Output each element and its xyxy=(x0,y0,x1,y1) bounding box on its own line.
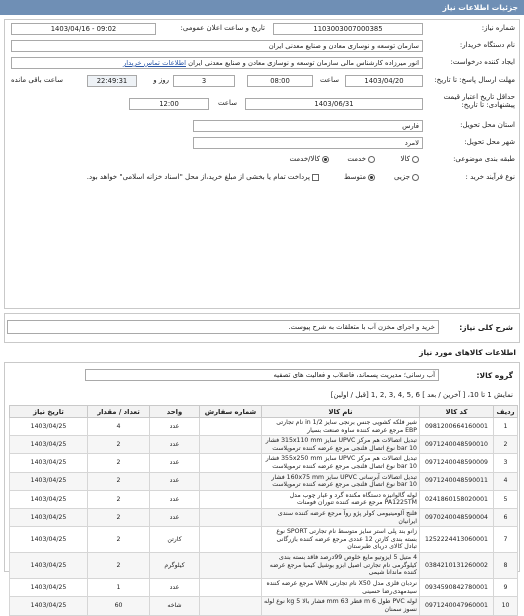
unit-cell: عدد xyxy=(150,472,200,490)
quantity-cell: 4 xyxy=(88,418,150,436)
goods-name-cell: تبدیل اتصالات هم مرکز UPVC سایز 355x250 mm فشار bar 10 نوع اتصال فلنجی مرجع عرضه کننده ترموپلاست xyxy=(262,454,420,472)
need-number-label: شماره نیاز: xyxy=(481,24,515,32)
goods-name-cell: فلنج آلومینیومی کولر پژو روآ مرجع عرضه کننده سندی ایرانیان xyxy=(262,508,420,526)
quantity-cell: 2 xyxy=(88,553,150,579)
treasury-bonds-checkbox[interactable]: پرداخت تمام یا بخشی از مبلغ خرید،از محل "اسناد خزانه اسلامی" خواهد بود. xyxy=(87,173,319,181)
col-order: شماره سفارش xyxy=(200,406,262,418)
need-details-panel xyxy=(4,19,520,309)
reply-deadline-label: مهلت ارسال پاسخ: تا تاریخ: xyxy=(434,76,515,84)
col-name: نام کالا xyxy=(262,406,420,418)
goods-name-cell: نردبان فلزی مدل X50 نام تجارتی VAN مرجع عرضه کننده سیدمهدی‌رضا حسینی xyxy=(262,579,420,597)
reply-deadline-time: 08:00 xyxy=(247,75,313,87)
goods-name-cell: زانو بند پلی استر سایز متوسط نام تجارتی SPORT نوع بسته بندی کارتن 12 عددی مرجع عرضه کننده بازرگانی تبادل کالای دریای طبرستان xyxy=(262,527,420,553)
page-title: جزئیات اطلاعات نیاز xyxy=(442,3,518,12)
page-title-bar xyxy=(0,0,524,15)
row-index-cell: 10 xyxy=(494,597,518,615)
category-option-service[interactable]: خدمت xyxy=(347,155,375,163)
row-index-cell: 4 xyxy=(494,472,518,490)
purchase-option-medium[interactable]: متوسط xyxy=(344,173,375,181)
need-date-cell: 1403/04/25 xyxy=(10,472,88,490)
purchase-option-minor[interactable]: جزیی xyxy=(394,173,419,181)
quantity-cell: 2 xyxy=(88,527,150,553)
table-row[interactable] xyxy=(10,508,518,526)
goods-code-cell: 0981200664160001 xyxy=(420,418,494,436)
col-code: کد کالا xyxy=(420,406,494,418)
need-date-cell: 1403/04/25 xyxy=(10,553,88,579)
goods-name-cell: شیر فلکه کشویی جنس برنجی سایز in 1/2 نام تجارتی EBP مرجع عرضه کننده ساوه صنعت بسیار xyxy=(262,418,420,436)
price-validity-label: حداقل تاریخ اعتبار قیمت پیشنهادی: تا تاریخ: xyxy=(443,93,515,109)
goods-name-cell: 4 متیل 5 ایزوتیو مایع خلوص 99درصد فاقد بسته بندی کیلوگرمی نام تجارتی اصیل ابزو بوشیل کیمیا مرجع عرضه کننده ماندانا شیمی xyxy=(262,553,420,579)
goods-name-cell: تبدیل اتصالات هم مرکز UPVC سایز 315x110 mm فشار bar 10 نوع اتصال فلنجی مرجع عرضه کننده ترموپلاست xyxy=(262,436,420,454)
order-number-cell xyxy=(200,527,262,553)
goods-table xyxy=(9,405,518,616)
quantity-cell: 60 xyxy=(88,597,150,615)
radio-selected-icon xyxy=(368,174,375,181)
city-field: لامرد xyxy=(193,137,423,149)
unit-cell: کارتن xyxy=(150,527,200,553)
buyer-org-label: نام دستگاه خریدار: xyxy=(459,41,515,49)
goods-code-cell: 0971240047960001 xyxy=(420,597,494,615)
province-label: استان محل تحویل: xyxy=(460,121,515,129)
order-number-cell xyxy=(200,553,262,579)
row-index-cell: 8 xyxy=(494,553,518,579)
table-row[interactable] xyxy=(10,579,518,597)
goods-table-header xyxy=(10,406,518,418)
quantity-cell: 2 xyxy=(88,436,150,454)
col-qty: تعداد / مقدار xyxy=(88,406,150,418)
row-index-cell: 5 xyxy=(494,490,518,508)
col-index: ردیف xyxy=(494,406,518,418)
category-option-goods[interactable]: کالا xyxy=(401,155,419,163)
goods-panel xyxy=(4,362,520,613)
table-row[interactable] xyxy=(10,472,518,490)
price-validity-time: 12:00 xyxy=(129,98,209,110)
summary-label: شرح کلی نیاز: xyxy=(459,323,513,332)
goods-heading: اطلاعات کالاهای مورد نیاز xyxy=(419,348,516,357)
order-number-cell xyxy=(200,454,262,472)
radio-selected-icon xyxy=(322,156,329,163)
goods-group-label: گروه کالا: xyxy=(476,371,513,380)
goods-code-cell: 0241860158020001 xyxy=(420,490,494,508)
order-number-cell xyxy=(200,597,262,615)
table-row[interactable] xyxy=(10,597,518,615)
pagination[interactable]: نمایش 1 تا 10، [ آخرین / بعد ] 6 ,5 ,4 ,3 ,2 ,1 [قبل / اولین] xyxy=(330,391,513,399)
reply-deadline-date: 1403/04/20 xyxy=(345,75,423,87)
radio-icon xyxy=(368,156,375,163)
purchase-type-label: نوع فرآیند خرید : xyxy=(465,173,515,181)
goods-name-cell: لوله PVC طول 6 m قطر 63 mm فشار بالا kg 5 نوع لوله نسوز سمنان xyxy=(262,597,420,615)
goods-code-cell: 0384210131260002 xyxy=(420,553,494,579)
row-index-cell: 9 xyxy=(494,579,518,597)
goods-group-field: آب رسانی؛ مدیریت پسماند، فاضلاب و فعالیت های تصفیه xyxy=(85,369,439,381)
city-label: شهر محل تحویل: xyxy=(464,138,515,146)
need-number-field: 1103003007000385 xyxy=(273,23,423,35)
remaining-days: 3 xyxy=(173,75,235,87)
col-date: تاریخ نیاز xyxy=(10,406,88,418)
table-row[interactable] xyxy=(10,418,518,436)
need-date-cell: 1403/04/25 xyxy=(10,490,88,508)
need-date-cell: 1403/04/25 xyxy=(10,418,88,436)
unit-cell: عدد xyxy=(150,454,200,472)
goods-code-cell: 1252224413060001 xyxy=(420,527,494,553)
order-number-cell xyxy=(200,508,262,526)
need-date-cell: 1403/04/25 xyxy=(10,579,88,597)
radio-icon xyxy=(412,174,419,181)
goods-code-cell: 0971240048590011 xyxy=(420,472,494,490)
goods-code-cell: 0934590842780001 xyxy=(420,579,494,597)
price-validity-date: 1403/06/31 xyxy=(245,98,423,110)
goods-name-cell: تبدیل اتصالات آبرسانی UPVC سایز 160x75 mm فشار 10 bar نوع اتصال فلنجی مرجع عرضه کننده ترموپلاست xyxy=(262,472,420,490)
province-field: فارس xyxy=(193,120,423,132)
quantity-cell: 1 xyxy=(88,579,150,597)
table-row[interactable] xyxy=(10,527,518,553)
need-date-cell: 1403/04/25 xyxy=(10,508,88,526)
remaining-label: ساعت باقی مانده xyxy=(11,76,63,84)
row-index-cell: 3 xyxy=(494,454,518,472)
unit-cell: عدد xyxy=(150,579,200,597)
order-number-cell xyxy=(200,579,262,597)
order-number-cell xyxy=(200,418,262,436)
unit-cell: شاخه xyxy=(150,597,200,615)
category-option-goods-service[interactable]: کالا/خدمت xyxy=(290,155,329,163)
order-number-cell xyxy=(200,472,262,490)
table-row[interactable] xyxy=(10,490,518,508)
need-date-cell: 1403/04/25 xyxy=(10,436,88,454)
col-unit: واحد xyxy=(150,406,200,418)
checkbox-icon xyxy=(312,174,319,181)
category-label: طبقه بندی موضوعی: xyxy=(453,155,515,163)
buyer-contact-link[interactable]: اطلاعات تماس خریدار xyxy=(123,59,186,67)
table-row[interactable] xyxy=(10,553,518,579)
need-summary-panel xyxy=(4,313,520,343)
requester-field xyxy=(11,57,423,69)
goods-name-cell: لوله گالوانیزه دستگاه مکنده گرد و غبار چوب مدل PA1225TM مرجع عرضه کننده تنوران فومنات xyxy=(262,490,420,508)
buyer-org-field: سازمان توسعه و نوسازی معادن و صنایع معدنی ایران xyxy=(11,40,423,52)
row-index-cell: 7 xyxy=(494,527,518,553)
quantity-cell: 2 xyxy=(88,508,150,526)
announce-date-field: 1403/04/16 - 09:02 xyxy=(11,23,156,35)
table-row[interactable] xyxy=(10,436,518,454)
announce-date-label: تاریخ و ساعت اعلان عمومی: xyxy=(180,24,265,32)
radio-icon xyxy=(412,156,419,163)
quantity-cell: 2 xyxy=(88,490,150,508)
goods-code-cell: 0971240048590010 xyxy=(420,436,494,454)
requester-value: انور میرزاده کارشناس مالی سازمان توسعه و نوسازی معادن و صنایع معدنی ایران xyxy=(188,59,419,67)
need-date-cell: 1403/04/25 xyxy=(10,527,88,553)
order-number-cell xyxy=(200,490,262,508)
summary-field: خرید و اجرای مخزن آب با متعلقات به شرح پیوست. xyxy=(7,320,439,334)
unit-cell: عدد xyxy=(150,490,200,508)
reply-time-label: ساعت xyxy=(319,76,339,84)
remaining-time: 22:49:31 xyxy=(87,75,137,87)
goods-code-cell: 0970240048590004 xyxy=(420,508,494,526)
days-label: روز و xyxy=(153,76,169,84)
need-date-cell: 1403/04/25 xyxy=(10,454,88,472)
unit-cell: عدد xyxy=(150,436,200,454)
row-index-cell: 6 xyxy=(494,508,518,526)
price-time-label: ساعت xyxy=(217,99,237,107)
order-number-cell xyxy=(200,436,262,454)
quantity-cell: 2 xyxy=(88,472,150,490)
quantity-cell: 2 xyxy=(88,454,150,472)
row-index-cell: 2 xyxy=(494,436,518,454)
unit-cell: عدد xyxy=(150,418,200,436)
table-row[interactable] xyxy=(10,454,518,472)
need-date-cell: 1403/04/25 xyxy=(10,597,88,615)
goods-code-cell: 0971240048590009 xyxy=(420,454,494,472)
unit-cell: عدد xyxy=(150,508,200,526)
requester-label: ایجاد کننده درخواست: xyxy=(450,58,515,66)
row-index-cell: 1 xyxy=(494,418,518,436)
unit-cell: کیلوگرم xyxy=(150,553,200,579)
